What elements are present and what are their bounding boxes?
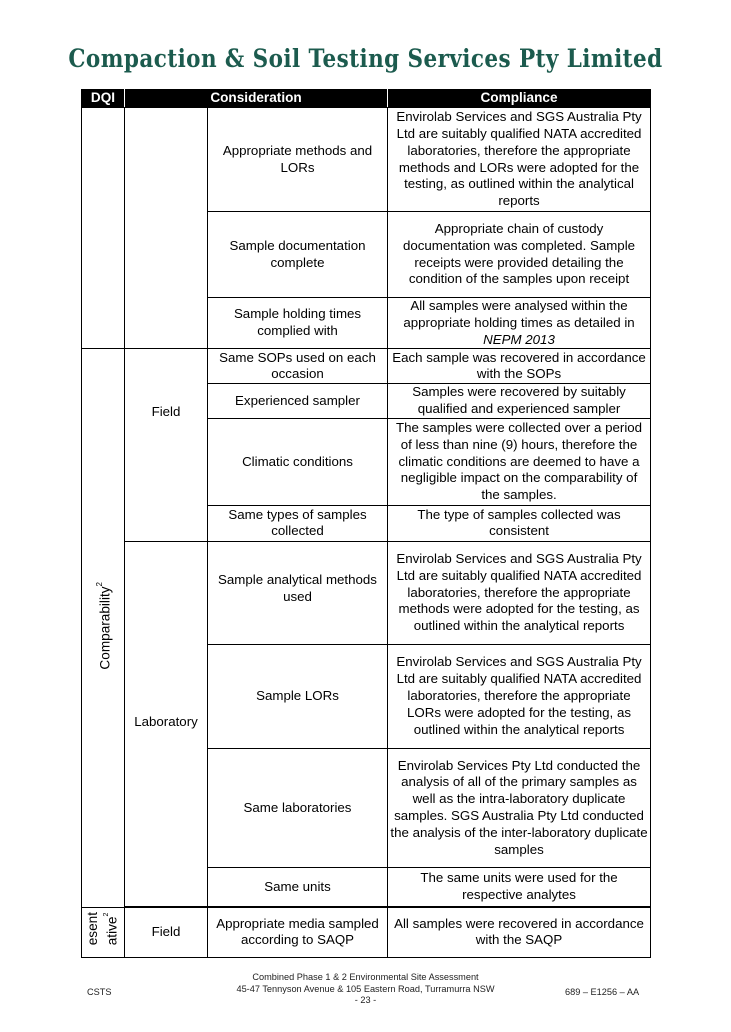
compliance-cell: The samples were collected over a period of less than nine (9) hours, therefore the climatic conditions are deemed to have a negligible impact on the comparability of the samples. bbox=[388, 418, 651, 505]
footer-job-number: 689 – E1256 – AA bbox=[565, 987, 640, 997]
compliance-text: All samples were analysed within the appropriate holding times as detailed in bbox=[403, 298, 635, 330]
compliance-cell: Samples were recovered by suitably qualified and experienced sampler bbox=[388, 384, 651, 419]
compliance-cell: Appropriate chain of custody documentation was completed. Sample receipts were provided detailing the condition of the samples upon receipt bbox=[388, 212, 651, 298]
dqi-representativeness bbox=[82, 907, 125, 957]
compliance-cell: Envirolab Services Pty Ltd conducted the analysis of all of the primary samples as well as the intra-laboratory duplicate samples. SGS Australia Pty Ltd conducted the analysis of the inter-laboratory duplicate samples bbox=[388, 748, 651, 867]
group-cell-continued bbox=[125, 108, 208, 349]
nepm-reference: NEPM 2013 bbox=[483, 331, 555, 347]
footer-report-title: Combined Phase 1 & 2 Environmental Site Assessment bbox=[252, 972, 479, 982]
representativeness-label: esent ative$^2$ bbox=[85, 912, 120, 946]
company-title: Compaction & Soil Testing Services Pty Limited bbox=[68, 44, 663, 73]
header-dqi: DQI bbox=[82, 90, 125, 108]
compliance-cell: Envirolab Services and SGS Australia Pty Ltd are suitably qualified NATA accredited laboratories, therefore the appropriate methods were adopted for the testing, as outlined within the analytical reports bbox=[388, 541, 651, 644]
footer-company-code: CSTS bbox=[87, 987, 112, 997]
footer-page-number: - 23 - bbox=[354, 995, 377, 1005]
consideration-cell: Same laboratories bbox=[208, 748, 388, 867]
compliance-cell bbox=[388, 298, 651, 349]
consideration-cell: Sample analytical methods used bbox=[208, 541, 388, 644]
table-row bbox=[82, 541, 651, 644]
compliance-cell: Envirolab Services and SGS Australia Pty Ltd are suitably qualified NATA accredited laboratories, therefore the appropriate methods and LORs were adopted for the testing, as outlined within the analytical reports bbox=[388, 108, 651, 212]
consideration-cell: Sample documentation complete bbox=[208, 212, 388, 298]
compliance-cell: Envirolab Services and SGS Australia Pty Ltd are suitably qualified NATA accredited laboratories, therefore the appropriate LORs were adopted for the testing, as outlined within the analytical reports bbox=[388, 644, 651, 748]
consideration-cell: Same units bbox=[208, 867, 388, 906]
compliance-cell: Each sample was recovered in accordance with the SOPs bbox=[388, 349, 651, 384]
table-row bbox=[82, 349, 651, 384]
consideration-cell: Experienced sampler bbox=[208, 384, 388, 419]
table-row bbox=[82, 108, 651, 212]
dqi-cell-continued bbox=[82, 108, 125, 349]
header-compliance: Compliance bbox=[388, 90, 651, 108]
consideration-cell: Appropriate methods and LORs bbox=[208, 108, 388, 212]
consideration-cell: Same types of samples collected bbox=[208, 505, 388, 541]
consideration-cell: Same SOPs used on each occasion bbox=[208, 349, 388, 384]
table-row bbox=[82, 907, 651, 957]
consideration-cell: Climatic conditions bbox=[208, 418, 388, 505]
consideration-cell: Sample holding times complied with bbox=[208, 298, 388, 349]
group-field: Field bbox=[125, 349, 208, 542]
group-field-representativeness: Field bbox=[125, 907, 208, 957]
consideration-cell: Sample LORs bbox=[208, 644, 388, 748]
header-consideration: Consideration bbox=[125, 90, 388, 108]
table-header-row bbox=[82, 90, 651, 108]
compliance-cell: The same units were used for the respective analytes bbox=[388, 867, 651, 906]
group-laboratory: Laboratory bbox=[125, 541, 208, 906]
dqi-comparability bbox=[82, 349, 125, 908]
comparability-label: Comparability$^2$ bbox=[94, 582, 113, 670]
dqi-table bbox=[81, 89, 651, 958]
footer-address: 45-47 Tennyson Avenue & 105 Eastern Road, Turramurra NSW bbox=[236, 983, 495, 994]
compliance-cell: All samples were recovered in accordance with the SAQP bbox=[388, 907, 651, 957]
consideration-cell: Appropriate media sampled according to SAQP bbox=[208, 907, 388, 957]
compliance-cell: The type of samples collected was consistent bbox=[388, 505, 651, 541]
